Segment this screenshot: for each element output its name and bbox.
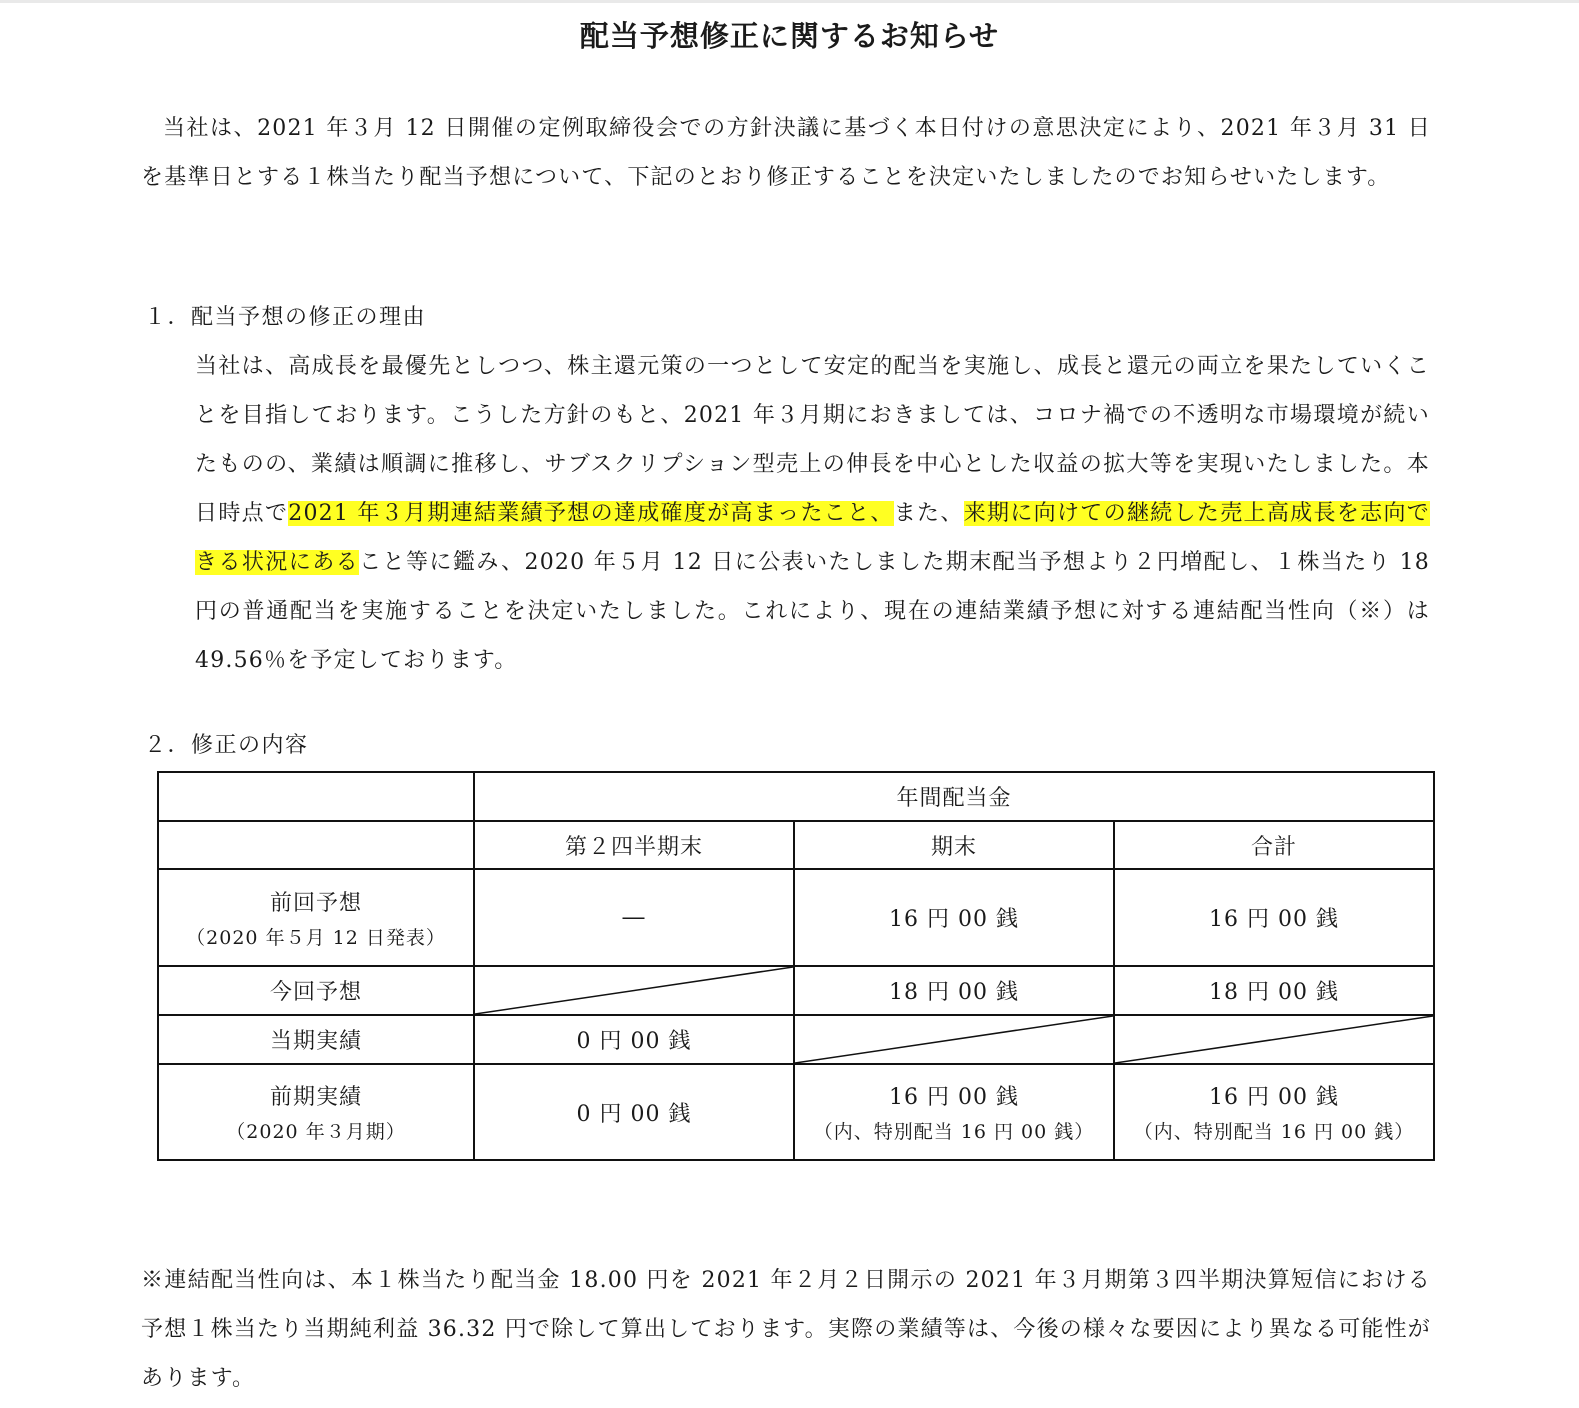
special-dividend-note: （内、特別配当 16 円 00 銭） [813,1121,1095,1143]
cell-year-end [794,1064,1114,1160]
row-label-previous-forecast [158,869,474,966]
row-label-current-actual: 当期実績 [158,1015,474,1064]
reason-text-b: また、 [893,501,964,526]
footnote: ※連結配当性向は、本１株当たり配当金 18.00 円を 2021 年２月２日開示の 2021 年３月期第３四半期決算短信における予想１株当たり当期純利益 36.32 円で除して算出しております。実際の業績等は、今後の様々な要因により異なる可能性があります。 [141,1268,1432,1391]
table-row-current-actual [158,1015,1434,1064]
annual-dividend-header: 年間配当金 [474,772,1434,821]
reason-text-a: 当社は、高成長を最優先としつつ、株主還元策の一つとして安定的配当を実施し、成長と還元の両立を果たしていくことを目指しております。こうした方針のもと、2021 年３月期におきましては、コロナ禍での不透明な市場環境が続いたものの、業績は順調に推移し、サブスクリプション型売上の伸長を中心とした収益の拡大等を実現いたしました。本日時点で [195,354,1430,526]
diagonal-line [795,1016,1113,1063]
diagonal-cell [1114,1015,1434,1064]
row-sublabel: （2020 年５月 12 日発表） [186,926,446,949]
diagonal-cell [474,966,794,1015]
dividend-table [157,771,1435,1161]
diagonal-line [1115,1016,1433,1063]
corner-cell [158,772,474,821]
cell-year-end: 16 円 00 銭 [794,869,1114,966]
top-border [0,0,1579,3]
intro-paragraph: 当社は、2021 年３月 12 日開催の定例取締役会での方針決議に基づく本日付けの意思決定により、2021 年３月 31 日を基準日とする１株当たり配当予想について、下記のとおり修正することを決定いたしましたのでお知らせいたします。 [141,116,1431,190]
table-row-previous-forecast [158,869,1434,966]
row-label-prior-actual [158,1064,474,1160]
section-1-body [195,342,1430,685]
row-sublabel: （2020 年３月期） [226,1121,406,1143]
highlight-forecast-achievement: 2021 年３月期連結業績予想の達成確度が高まったこと、 [288,501,894,526]
cell-q2: 0 円 00 銭 [474,1064,794,1160]
highlight-revenue-growth: 来期に向けての継続した売上高成長を志向できる状況にある [195,501,1430,575]
cell-total: 18 円 00 銭 [1114,966,1434,1015]
row-label: 前期実績 [269,1085,362,1110]
col-header-total: 合計 [1114,821,1434,869]
col-header-year-end: 期末 [794,821,1114,869]
row-label-current-forecast: 今回予想 [158,966,474,1015]
reason-text-c: こと等に鑑み、2020 年５月 12 日に公表いたしました期末配当予想より２円増配し、１株当たり 18 円の普通配当を実施することを決定いたしました。これにより、現在の連結業績予想に対する連結配当性向（※）は 49.56％を予定しております。 [195,550,1430,673]
cell-q2: 0 円 00 銭 [474,1015,794,1064]
cell-q2: ― [474,869,794,966]
cell-total: 16 円 00 銭 [1114,869,1434,966]
cell-total [1114,1064,1434,1160]
table-row-prior-actual [158,1064,1434,1160]
table-row-current-forecast [158,966,1434,1015]
row-label: 前回予想 [269,890,362,916]
cell-value: 16 円 00 銭 [1209,1085,1339,1110]
cell-value: 16 円 00 銭 [889,1085,1019,1110]
section-1-heading: １．配当予想の修正の理由 [144,305,427,330]
corner-cell-2 [158,821,474,869]
special-dividend-note: （内、特別配当 16 円 00 銭） [1133,1121,1415,1143]
col-header-q2: 第２四半期末 [474,821,794,869]
diagonal-cell [794,1015,1114,1064]
section-2-heading: ２．修正の内容 [144,733,309,758]
diagonal-line [475,967,793,1014]
cell-year-end: 18 円 00 銭 [794,966,1114,1015]
document-title: 配当予想修正に関するお知らせ [579,19,1000,53]
